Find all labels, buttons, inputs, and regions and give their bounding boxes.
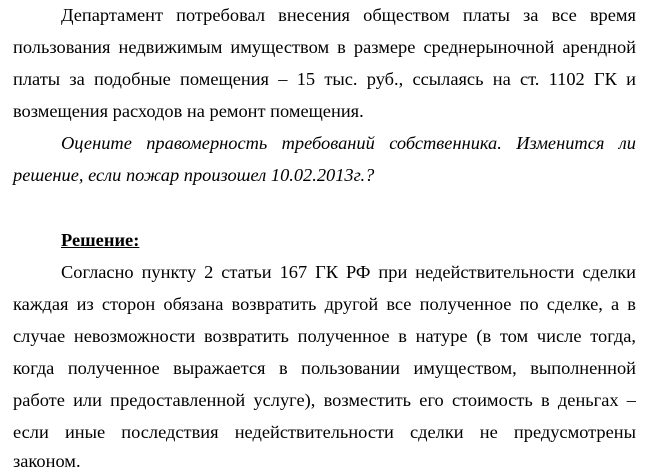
question-line-1: Оцените правомерность требований собственника. Изменится ли xyxy=(61,133,636,153)
paragraph-2-line-7: законом. xyxy=(13,451,81,471)
paragraph-2-line-5: работе или предоставленной услуге), возместить его стоимость в деньгах – xyxy=(13,390,636,410)
paragraph-1-line-2: пользования недвижимым имуществом в размере среднерыночной арендной xyxy=(13,37,636,57)
paragraph-1-line-1: Департамент потребовал внесения обществом платы за все время xyxy=(61,5,636,25)
solution-heading: Решение: xyxy=(61,230,140,250)
paragraph-2-line-4: когда полученное выражается в пользовании имуществом, выполненной xyxy=(13,358,636,378)
question-line-2: решение, если пожар произошел 10.02.2013г.? xyxy=(13,165,375,185)
paragraph-2-line-3: случае невозможности возвратить полученное в натуре (в том числе тогда, xyxy=(13,326,636,346)
paragraph-2-line-2: каждая из сторон обязана возвратить другой все полученное по сделке, а в xyxy=(13,294,636,314)
paragraph-1-line-3: платы за подобные помещения – 15 тыс. руб., ссылаясь на ст. 1102 ГК и xyxy=(13,69,636,89)
paragraph-1-line-4: возмещения расходов на ремонт помещения. xyxy=(13,101,364,121)
paragraph-2-line-1: Согласно пункту 2 статьи 167 ГК РФ при недействительности сделки xyxy=(61,262,636,282)
paragraph-2-line-6: если иные последствия недействительности сделки не предусмотрены xyxy=(13,422,636,442)
